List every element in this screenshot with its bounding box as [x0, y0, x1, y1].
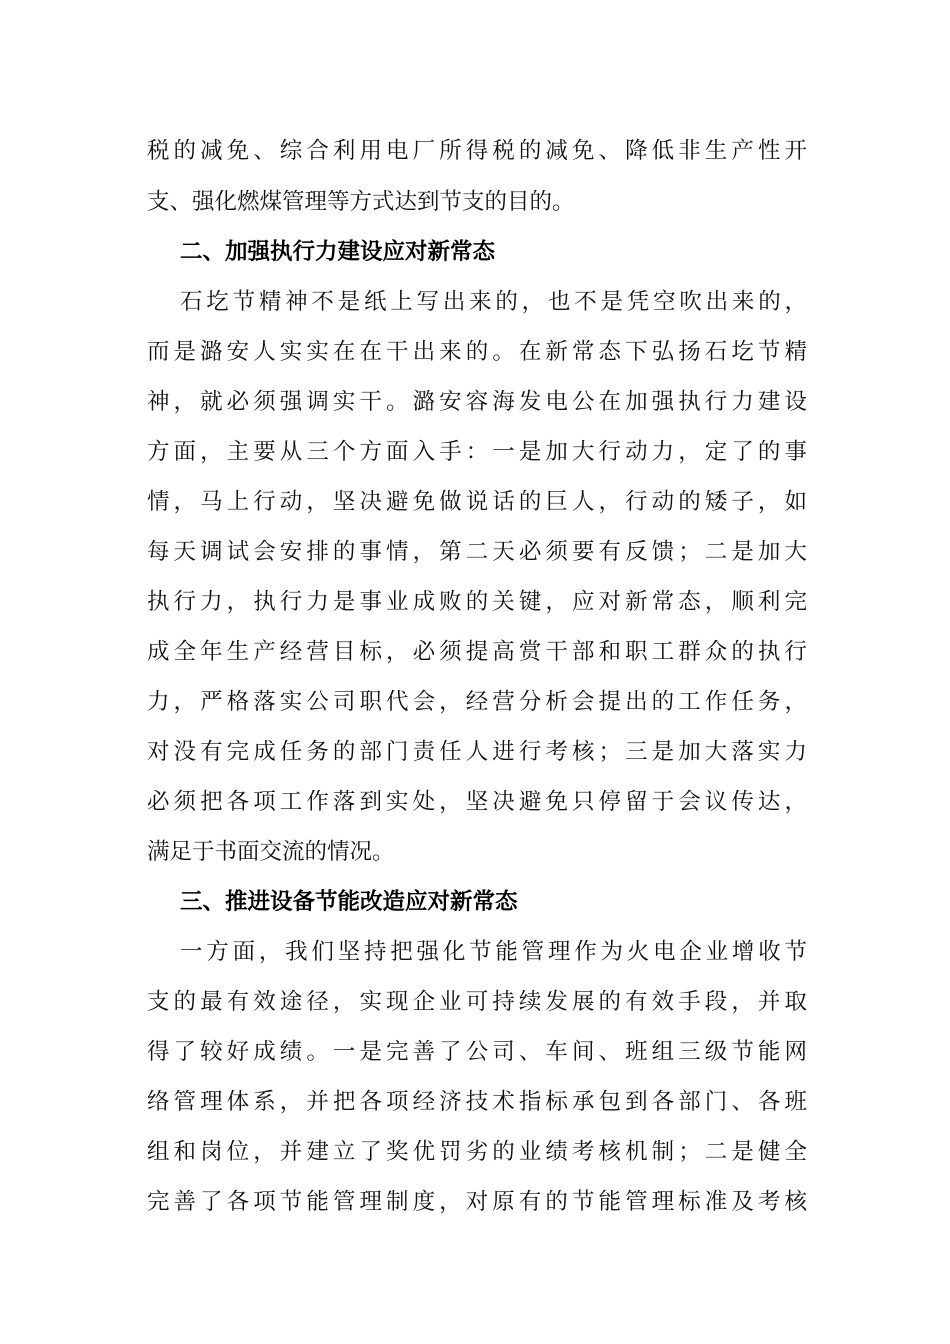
body-text-line: 得了较好成绩。一是完善了公司、车间、班组三级节能网: [147, 1039, 807, 1065]
body-text-line: 税的减免、综合利用电厂所得税的减免、降低非生产性开: [147, 138, 807, 164]
body-text-line: 络管理体系，并把各项经济技术指标承包到各部门、各班: [147, 1089, 807, 1115]
body-text-line: 而是潞安人实实在在干出来的。在新常态下弘扬石圪节精: [147, 339, 807, 365]
body-text-line: 组和岗位，并建立了奖优罚劣的业绩考核机制；二是健全: [147, 1139, 807, 1165]
section-heading: 三、推进设备节能改造应对新常态: [180, 889, 518, 915]
body-text-line: 一方面，我们坚持把强化节能管理作为火电企业增收节: [180, 939, 807, 965]
body-text-line: 对没有完成任务的部门责任人进行考核；三是加大落实力: [147, 739, 807, 765]
body-text-line: 支的最有效途径，实现企业可持续发展的有效手段，并取: [147, 989, 807, 1015]
body-text-line: 执行力，执行力是事业成败的关键，应对新常态，顺利完: [147, 589, 807, 615]
body-text-line: 神，就必须强调实干。潞安容海发电公在加强执行力建设: [147, 389, 807, 415]
body-text-line: 力，严格落实公司职代会，经营分析会提出的工作任务，: [147, 689, 807, 715]
section-heading: 二、加强执行力建设应对新常态: [180, 239, 496, 265]
body-text-line: 必须把各项工作落到实处，坚决避免只停留于会议传达，: [147, 789, 807, 815]
body-text-line: 石圪节精神不是纸上写出来的，也不是凭空吹出来的，: [180, 289, 807, 315]
body-text-line: 完善了各项节能管理制度，对原有的节能管理标准及考核: [147, 1189, 807, 1215]
body-text-line: 每天调试会安排的事情，第二天必须要有反馈；二是加大: [147, 539, 807, 565]
body-text-line: 满足于书面交流的情况。: [147, 839, 395, 865]
body-text-line: 支、强化燃煤管理等方式达到节支的目的。: [147, 189, 575, 215]
body-text-line: 情，马上行动，坚决避免做说话的巨人，行动的矮子，如: [147, 489, 807, 515]
body-text-line: 方面，主要从三个方面入手：一是加大行动力，定了的事: [147, 439, 807, 465]
body-text-line: 成全年生产经营目标，必须提高赏干部和职工群众的执行: [147, 639, 807, 665]
